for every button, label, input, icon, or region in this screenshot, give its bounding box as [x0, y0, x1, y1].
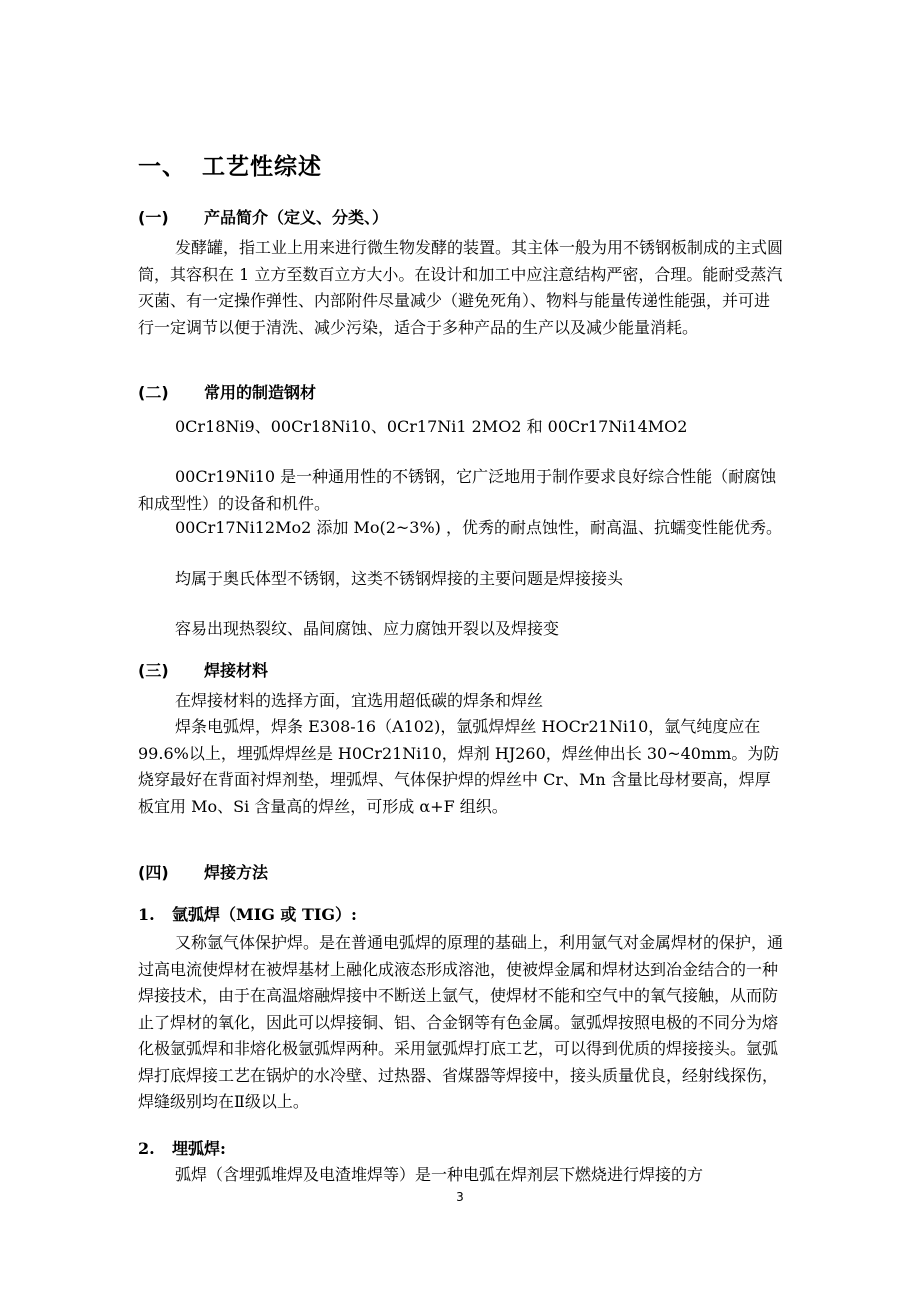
paragraph-product-intro: 发酵罐，指工业上用来进行微生物发酵的装置。其主体一般为用不锈钢板制成的主式圆筒，其容积在 1 立方至数百立方大小。在设计和加工中应注意结构严密，合理。能耐受蒸汽灭菌、有一定操作弹性、内部附件尽量减少（避免死角）、物料与能量传递性能强，并可进行一定调节以便于清洗、减少污染，适合于多种产品的生产以及减少能量消耗。: [138, 238, 784, 337]
method-number: 1.: [138, 905, 155, 924]
section-number: 一、: [138, 154, 186, 180]
subsection-number: (四): [138, 863, 169, 882]
paragraph-submerged-arc: 弧焊（含埋弧堆焊及电渣堆焊等）是一种电弧在焊剂层下燃烧进行焊接的方: [175, 1165, 704, 1184]
subsection-number: (一): [138, 208, 169, 227]
paragraph-materials-1: 在焊接材料的选择方面，宜选用超低碳的焊条和焊丝: [175, 691, 544, 710]
section-heading: [138, 148, 322, 181]
subsection-heading-3: [138, 658, 268, 681]
method-heading-2: [138, 1136, 226, 1159]
subsection-heading-4: [138, 860, 268, 883]
paragraph-steel-3: 均属于奥氏体型不锈钢，这类不锈钢焊接的主要问题是焊接接头: [175, 569, 624, 588]
paragraph-steel-4: 容易出现热裂纹、晶间腐蚀、应力腐蚀开裂以及焊接变: [175, 619, 560, 638]
paragraph-materials-2: 焊条电弧焊，焊条 E308-16（A102)，氩弧焊焊丝 HOCr21Ni10，氩气纯度应在 99.6%以上，埋弧焊焊丝是 H0Cr21Ni10，焊剂 HJ260，焊丝伸出长 30~40mm。为防烧穿最好在背面衬焊剂垫，埋弧焊、气体保护焊的焊丝中 Cr、Mn 含量比母材要高，焊厚板宜用 Mo、Si 含量高的焊丝，可形成 α+F 组织。: [138, 717, 780, 816]
method-title: 埋弧焊:: [172, 1139, 226, 1158]
subsection-title: 常用的制造钢材: [204, 383, 317, 402]
paragraph-steel-1: 00Cr19Ni10 是一种通用性的不锈钢，它广泛地用于制作要求良好综合性能（耐腐蚀和成型性）的设备和机件。: [138, 467, 777, 513]
page-number: 3: [456, 1190, 464, 1204]
subsection-title: 产品简介（定义、分类、）: [204, 208, 389, 227]
method-heading-1: [138, 902, 357, 925]
subsection-title: 焊接方法: [204, 863, 269, 882]
method-number: 2.: [138, 1139, 155, 1158]
subsection-number: (三): [138, 661, 169, 680]
subsection-heading-1: [138, 205, 388, 228]
method-title: 氩弧焊（MIG 或 TIG）:: [172, 905, 357, 924]
subsection-number: (二): [138, 383, 169, 402]
subsection-heading-2: [138, 380, 316, 403]
paragraph-steel-2: 00Cr17Ni12Mo2 添加 Mo(2~3%) ，优秀的耐点蚀性，耐高温、抗蠕变性能优秀。: [175, 518, 783, 537]
subsection-title: 焊接材料: [204, 661, 269, 680]
section-title: 工艺性综述: [202, 154, 322, 180]
steel-grades-line: 0Cr18Ni9、00Cr18Ni10、0Cr17Ni1 2MO2 和 00Cr17Ni14MO2: [175, 417, 688, 436]
paragraph-argon-arc: 又称氩气体保护焊。是在普通电弧焊的原理的基础上，利用氩气对金属焊材的保护，通过高电流使焊材在被焊基材上融化成液态形成溶池，使被焊金属和焊材达到冶金结合的一种焊接技术，由于在高温熔融焊接中不断送上氩气，使焊材不能和空气中的氧气接触，从而防止了焊材的氧化，因此可以焊接铜、铝、合金钢等有色金属。氩弧焊按照电极的不同分为熔化极氩弧焊和非熔化极氩弧焊两种。采用氩弧焊打底工艺，可以得到优质的焊接接头。氩弧焊打底焊接工艺在锅炉的水冷壁、过热器、省煤器等焊接中，接头质量优良，经射线探伤，焊缝级别均在Ⅱ级以上。: [138, 933, 784, 1111]
